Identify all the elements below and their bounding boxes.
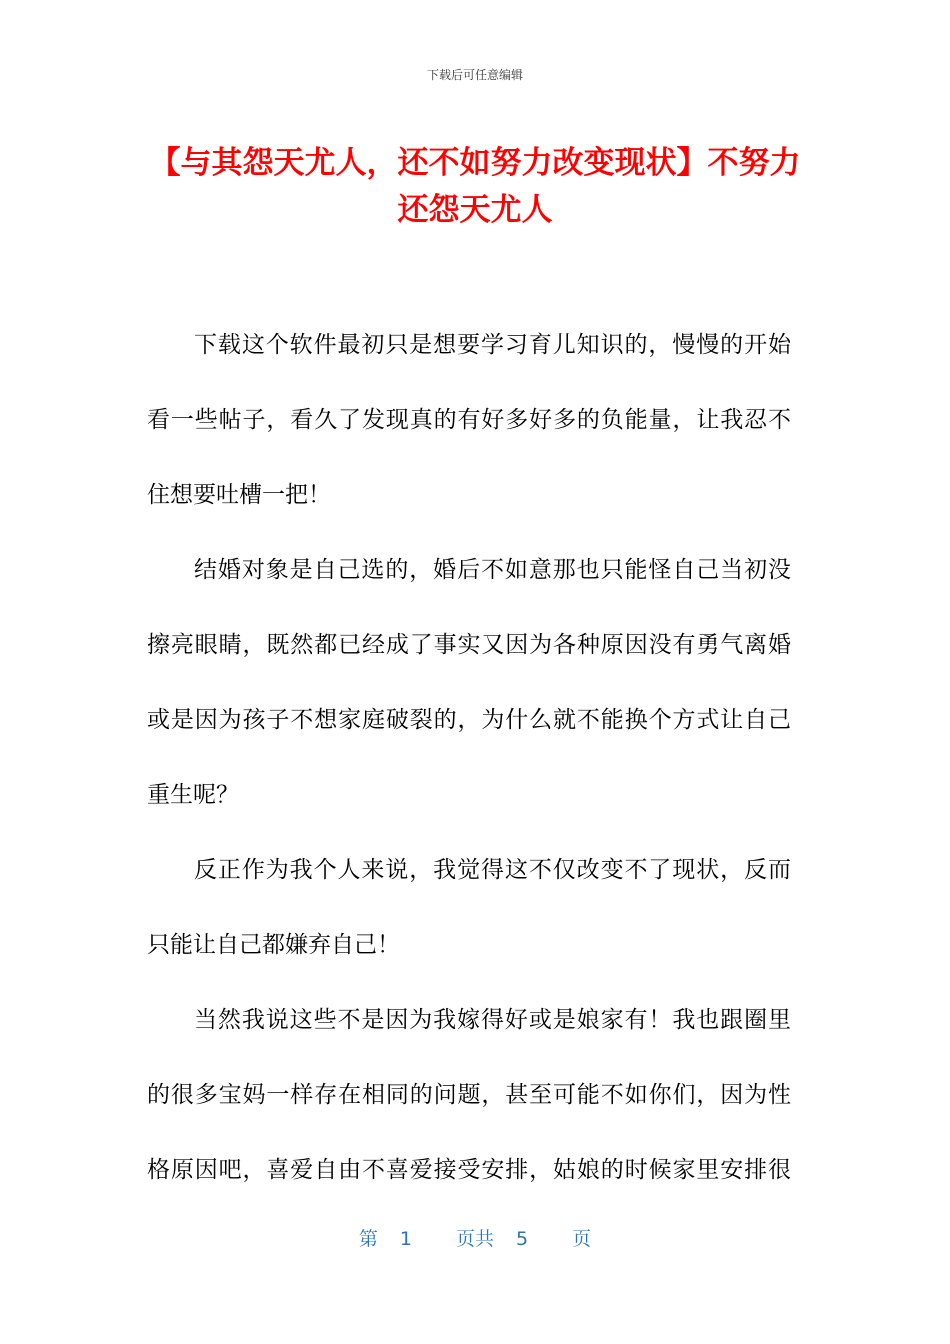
body-line: 看一些帖子，看久了发现真的有好多好多的负能量，让我忍不 [147,407,791,433]
body-line: 擦亮眼睛，既然都已经成了事实又因为各种原因没有勇气离婚 [147,632,791,658]
body-line: 结婚对象是自己选的，婚后不如意那也只能怪自己当初没 [194,557,791,583]
document-title: 【与其怨天尤人，还不如努力改变现状】不努力还怨天尤人 [149,145,801,228]
header-note: 下载后可任意编辑 [426,68,523,82]
body-line: 的很多宝妈一样存在相同的问题，甚至可能不如你们，因为性 [147,1082,791,1108]
body-line: 或是因为孩子不想家庭破裂的，为什么就不能换个方式让自己 [147,707,791,733]
footer-middle: 页共 [455,1228,494,1250]
body-line: 住想要吐槽一把！ [147,482,331,508]
body-line: 重生呢？ [147,782,239,808]
footer-prefix: 第 [358,1228,378,1250]
footer-page-number: 1 [399,1228,412,1250]
footer-total-pages: 5 [516,1228,529,1250]
footer-suffix: 页 [572,1228,592,1250]
body-line: 只能让自己都嫌弃自己！ [147,932,400,958]
document-body [147,320,791,1220]
body-line: 格原因吧，喜爱自由不喜爱接受安排，姑娘的时候家里安排很 [147,1157,791,1183]
page-footer [0,1224,950,1251]
body-line: 当然我说这些不是因为我嫁得好或是娘家有！我也跟圈里 [194,1007,791,1033]
body-line: 反正作为我个人来说，我觉得这不仅改变不了现状，反而 [194,857,791,883]
body-line: 下载这个软件最初只是想要学习育儿知识的，慢慢的开始 [194,332,791,358]
